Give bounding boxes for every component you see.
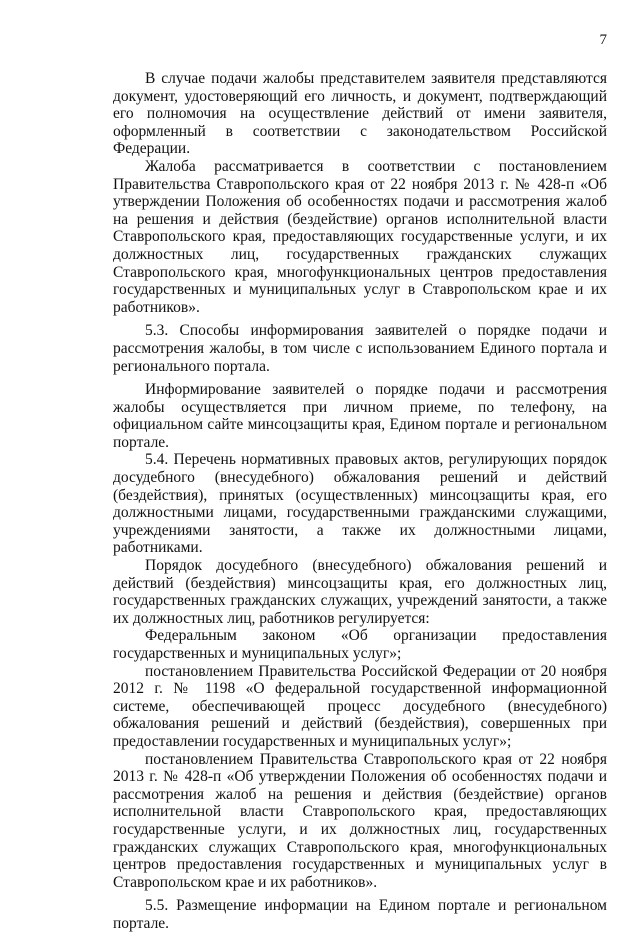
list-item-rf-government-decree: постановлением Правительства Российской Федерации от 20 ноября 2012 г. № 1198 «О федеральной государственной информационной системе, обеспечивающей процесс досудебного (внесудебного) обжалования решений и действий (бездействия), совершенных при предоставлении государственных и муниципальных услуг»; — [113, 662, 607, 750]
list-item-federal-law: Федеральным законом «Об организации предоставления государственных и муниципальных услуг»; — [113, 627, 607, 662]
paragraph-informing: Информирование заявителей о порядке подачи и рассмотрения жалобы осуществляется при личном приеме, по телефону, на официальном сайте минсоцзащиты края, Едином портале и региональном портале. — [113, 381, 607, 451]
paragraph-complaint-review: Жалоба рассматривается в соответствии с постановлением Правительства Ставропольского края от 22 ноября 2013 г. № 428-п «Об утверждении Положения об особенностях подачи и рассмотрения жалоб на решения и действия (бездействие) органов исполнительной власти Ставропольского края, предоставляющих государственные услуги, и их должностных лиц, государственных гражданских служащих Ставропольского края, многофункциональных центров предоставления государственных и муниципальных услуг в Ставропольском крае и их работников». — [113, 157, 607, 316]
paragraph-procedure-regulated: Порядок досудебного (внесудебного) обжалования решений и действий (бездействия) минсоцзащиты края, его должностных лиц, государственных гражданских служащих, учреждений занятости, а также их должностных лиц, работников регулируется: — [113, 557, 607, 627]
section-5-3-heading: 5.3. Способы информирования заявителей о порядке подачи и рассмотрения жалобы, в том числе с использованием Единого портала и регионального портала. — [113, 322, 607, 375]
list-item-stavropol-decree: постановлением Правительства Ставропольского края от 22 ноября 2013 г. № 428-п «Об утверждении Положения об особенностях подачи и рассмотрения жалоб на решения и действия (бездействие) органов исполнительной власти Ставропольского края, предоставляющих государственные услуги, и их должностных лиц, государственных гражданских служащих Ставропольского края, многофункциональных центров предоставления государственных и муниципальных услуг в Ставропольском крае и их работников». — [113, 750, 607, 891]
section-5-4-heading: 5.4. Перечень нормативных правовых актов, регулирующих порядок досудебного (внесудебного) обжалования решений и действий (бездействия), принятых (осуществленных) минсоцзащиты края, его должностными лицами, государственными гражданскими служащими, учреждениями занятости, а также их должностными лицами, работниками. — [113, 451, 607, 557]
paragraph-representative-documents: В случае подачи жалобы представителем заявителя представляются документ, удостоверяющий его личность, и документ, подтверждающий его полномочия на осуществление действий от имени заявителя, оформленный в соответствии с законодательством Российской Федерации. — [113, 70, 607, 158]
page-number: 7 — [599, 32, 607, 48]
document-body — [113, 70, 607, 933]
section-5-5-heading: 5.5. Размещение информации на Едином портале и региональном портале. — [113, 897, 607, 932]
